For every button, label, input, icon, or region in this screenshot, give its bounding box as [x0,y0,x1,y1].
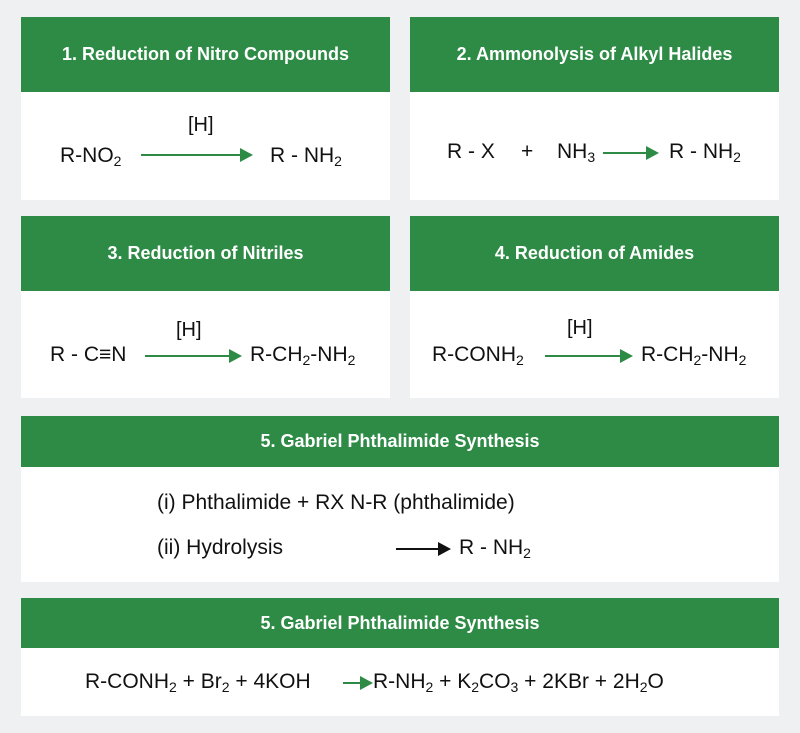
reaction-arrow [396,542,451,556]
card-title: 4. Reduction of Amides [410,216,779,291]
reaction-condition: [H] [567,317,593,339]
card-title: 5. Gabriel Phthalimide Synthesis [21,416,779,467]
product: $R-CH_2-NH_2$ [641,343,747,368]
reactant: $R-NO_2$ [60,144,122,169]
plus-sign: + [521,140,534,163]
product: R - $NH_2$ [669,140,741,165]
card-title: 5. Gabriel Phthalimide Synthesis [21,598,779,648]
step-2-product: R - $NH_2$ [459,536,531,561]
product: $R-CH_2-NH_2$ [250,343,356,368]
reaction-equation [21,92,390,200]
product: R - $NH_2$ [270,144,342,169]
products: $R-NH_2 + K_2CO_3 + 2KBr + 2H_2O$ [373,670,664,695]
reactants: $R-CONH_2 + Br_2 + 4KOH$ [85,670,311,695]
card-gabriel-synthesis [21,416,779,582]
reaction-steps [21,467,779,582]
reaction-equation [21,648,779,716]
reaction-equation [410,92,779,200]
step-1: (i) Phthalimide + RX N-R (phthalimide) [157,491,515,514]
reaction-equation [21,291,390,398]
reaction-arrow [141,148,253,162]
step-2-label: (ii) Hydrolysis [157,536,283,559]
card-reduction-nitriles [21,216,390,398]
reaction-arrow [603,146,659,160]
reaction-condition: [H] [188,114,214,136]
card-title: 3. Reduction of Nitriles [21,216,390,291]
reaction-condition: [H] [176,319,202,341]
card-reduction-nitro [21,17,390,200]
card-reduction-amides [410,216,779,398]
reactant-1: R - X [447,140,495,163]
card-title: 2. Ammonolysis of Alkyl Halides [410,17,779,92]
card-gabriel-synthesis-2 [21,598,779,716]
reaction-equation [410,291,779,398]
card-ammonolysis [410,17,779,200]
card-title: 1. Reduction of Nitro Compounds [21,17,390,92]
reactant-2: $NH_3$ [557,140,596,165]
reaction-arrow [545,349,633,363]
reactant: $R-CONH_2$ [432,343,524,368]
reaction-arrow [343,676,373,690]
reactant: R - C≡N [50,343,127,366]
reaction-arrow [145,349,242,363]
